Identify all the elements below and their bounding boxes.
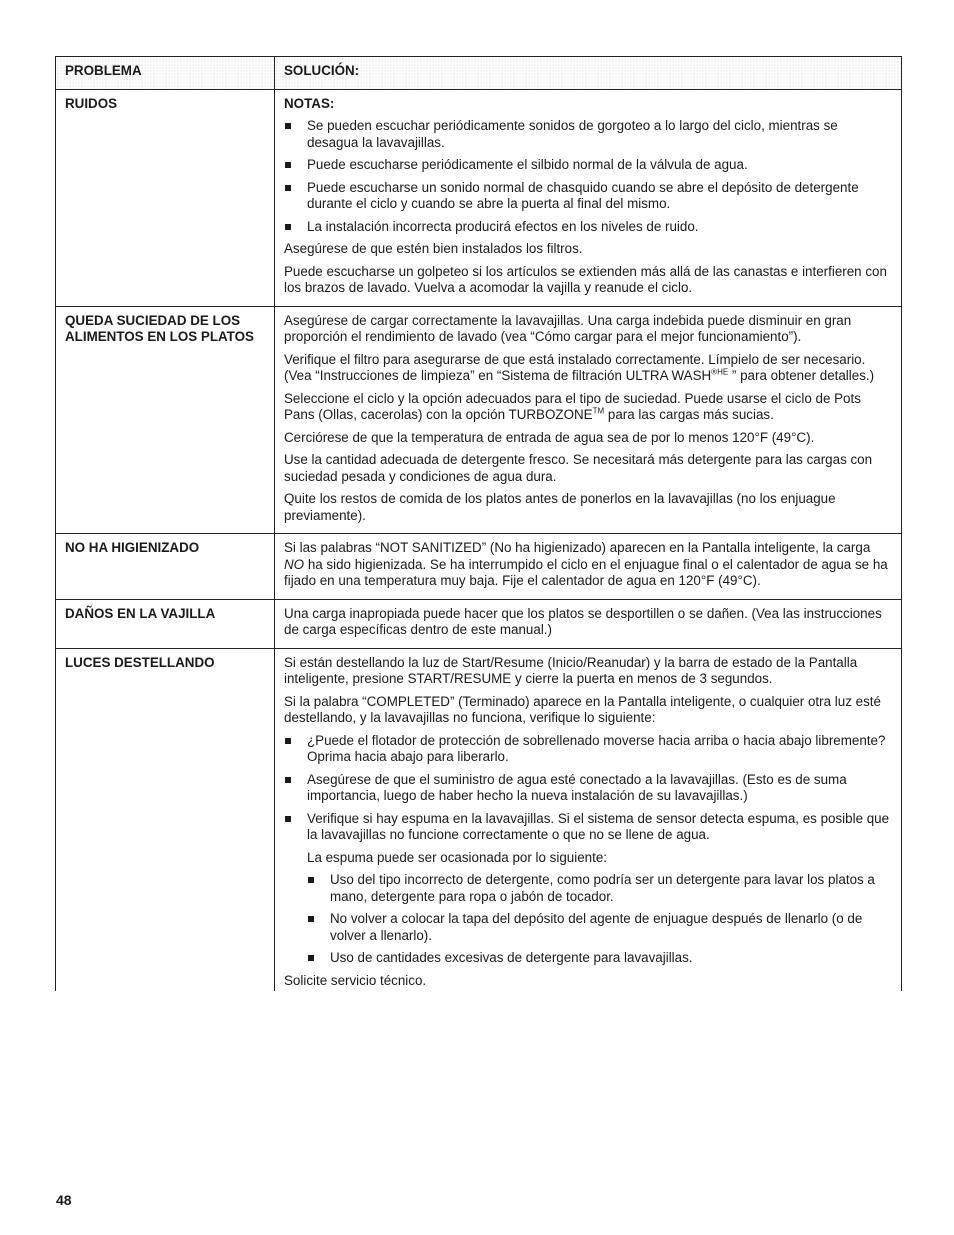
solution-text — [284, 352, 892, 385]
problem-cell: LUCES DESTELLANDO — [56, 648, 275, 991]
solution-cell — [275, 306, 902, 534]
table-row — [56, 599, 902, 648]
list-item: Puede escucharse un sonido normal de chasquido cuando se abre el depósito de detergente durante el ciclo y cuando se abre la puerta al final del mismo. — [284, 180, 892, 213]
text-span: Si las palabras “NOT SANITIZED” (No ha higienizado) aparecen en la Pantalla inteligente, la carga — [284, 540, 871, 555]
list-item: Puede escucharse periódicamente el silbido normal de la válvula de agua. — [284, 157, 892, 174]
solution-text — [284, 391, 892, 424]
text-span: ” para obtener detalles.) — [728, 368, 875, 383]
solution-cell — [275, 534, 902, 600]
solution-cell — [275, 89, 902, 306]
problem-cell: DAÑOS EN LA VAJILLA — [56, 599, 275, 648]
table-row — [56, 648, 902, 991]
table-header-row — [56, 57, 902, 90]
solution-cell — [275, 599, 902, 648]
solution-text: Puede escucharse un golpeteo si los artículos se extienden más allá de las canastas e interfieren con los brazos de lavado. Vuelva a acomodar la vajilla y reanude el ciclo. — [284, 263, 887, 295]
list-item: La instalación incorrecta producirá efectos en los niveles de ruido. — [284, 219, 892, 236]
list-item — [284, 811, 892, 967]
solution-text: Asegúrese de que estén bien instalados los filtros. — [284, 241, 583, 256]
header-problem: PROBLEMA — [56, 57, 275, 90]
solution-text: Si la palabra “COMPLETED” (Terminado) aparece en la Pantalla inteligente, o cualquier otra luz esté destellando, y la lavavajillas no funciona, verifique lo siguiente: — [284, 693, 881, 725]
header-solution: SOLUCIÓN: — [275, 57, 902, 90]
notes-title: NOTAS: — [284, 95, 335, 111]
list-item: Asegúrese de que el suministro de agua esté conectado a la lavavajillas. (Esto es de suma importancia, luego de haber hecho la nueva instalación de su lavavajillas.) — [284, 772, 892, 805]
table-row — [56, 89, 902, 306]
solution-text: Quite los restos de comida de los platos antes de ponerlos en la lavavajillas (no los enjuague previamente). — [284, 491, 836, 523]
trademark-sup: ®HE — [711, 367, 729, 377]
list-item-text: Verifique si hay espuma en la lavavajillas. Si el sistema de sensor detecta espuma, es posible que la lavavajillas no funcione correctamente o que no se llene de agua. — [307, 810, 890, 842]
check-list — [284, 733, 892, 967]
emphasis-text: NO — [284, 556, 305, 572]
problem-cell: NO HA HIGIENIZADO — [56, 534, 275, 600]
solution-text: Cerciórese de que la temperatura de entrada de agua sea de por lo menos 120°F (49°C). — [284, 429, 815, 445]
text-span: Seleccione el ciclo y la opción adecuados para el tipo de suciedad. Puede usarse el ciclo de Pots Pans (Ollas, cacerolas) con la opción TURBOZONE — [284, 390, 861, 422]
list-item: Uso del tipo incorrecto de detergente, como podría ser un detergente para lavar los platos a mano, detergente para ropa o jabón de tocador. — [307, 872, 892, 905]
table-row — [56, 534, 902, 600]
text-span: ha sido higienizada. Se ha interrumpido el ciclo en el enjuague final o el calentador de agua se ha fijado en una temperatura muy baja. Fije el calentador de agua en 120°F (49°C). — [284, 556, 888, 588]
solution-cell — [275, 648, 902, 991]
text-span: para las cargas más sucias. — [604, 407, 774, 422]
solution-text: Solicite servicio técnico. — [284, 972, 427, 988]
trademark-sup: TM — [592, 406, 605, 416]
foam-intro: La espuma puede ser ocasionada por lo siguiente: — [307, 849, 608, 865]
list-item: Uso de cantidades excesivas de detergente para lavavajillas. — [307, 950, 892, 967]
table-row — [56, 306, 902, 534]
solution-text: Una carga inapropiada puede hacer que los platos se desportillen o se dañen. (Vea las instrucciones de carga específicas dentro de este manual.) — [284, 605, 882, 637]
foam-causes-list — [307, 872, 892, 967]
solution-text: Asegúrese de cargar correctamente la lavavajillas. Una carga indebida puede disminuir en gran proporción el rendimiento de lavado (vea “Cómo cargar para el mejor funcionamiento”). — [284, 312, 852, 344]
list-item: ¿Puede el flotador de protección de sobrellenado moverse hacia arriba o hacia abajo libremente? Oprima hacia abajo para liberarlo. — [284, 733, 892, 766]
solution-text: Si están destellando la luz de Start/Resume (Inicio/Reanudar) y la barra de estado de la Pantalla inteligente, presione START/RESUME y cierre la puerta en menos de 3 segundos. — [284, 654, 858, 686]
problem-cell: QUEDA SUCIEDAD DE LOS ALIMENTOS EN LOS PLATOS — [56, 306, 275, 534]
notes-list — [284, 118, 892, 235]
page-number: 48 — [56, 1192, 72, 1208]
list-item: No volver a colocar la tapa del depósito del agente de enjuague después de llenarlo (o de volver a llenarlo). — [307, 911, 892, 944]
problem-cell: RUIDOS — [56, 89, 275, 306]
troubleshooting-table — [55, 56, 902, 991]
solution-text — [284, 540, 892, 590]
text-span: Verifique el filtro para asegurarse de que está instalado correctamente. Límpielo de ser necesario. (Vea “Instrucciones de limpieza” en “Sistema de filtración ULTRA WASH — [284, 351, 866, 383]
list-item: Se pueden escuchar periódicamente sonidos de gorgoteo a lo largo del ciclo, mientras se desagua la lavavajillas. — [284, 118, 892, 151]
solution-text: Use la cantidad adecuada de detergente fresco. Se necesitará más detergente para las cargas con suciedad pesada y condiciones de agua dura. — [284, 452, 873, 484]
